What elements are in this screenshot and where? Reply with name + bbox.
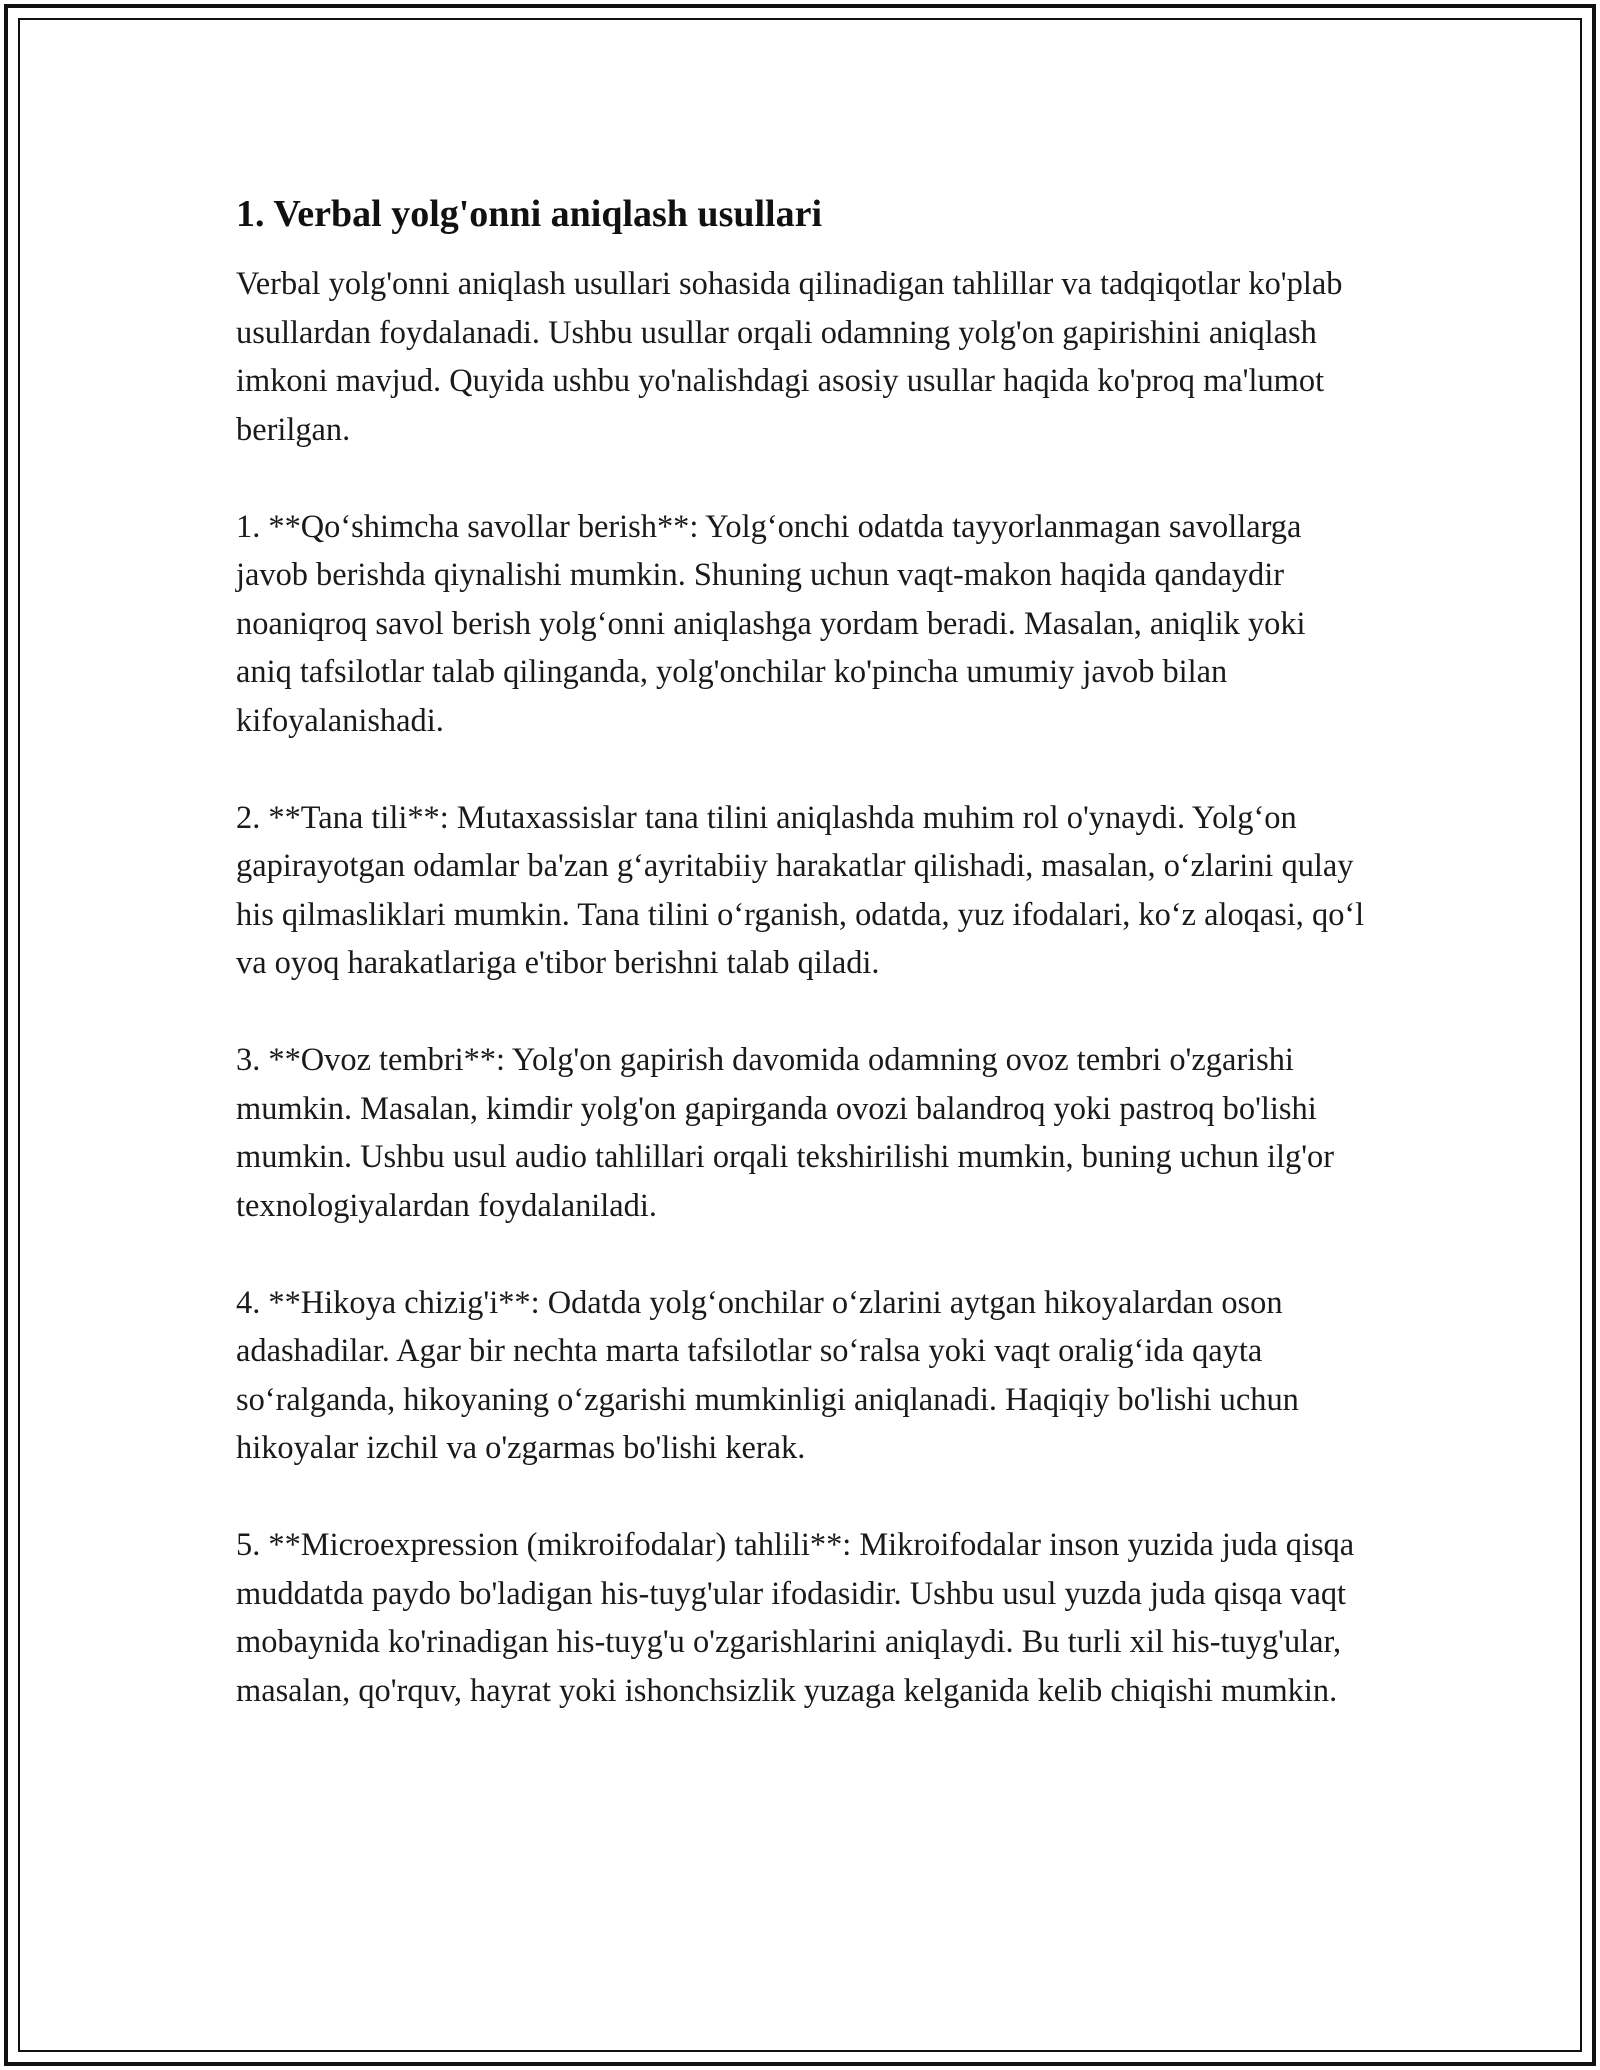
document-body: [236, 188, 1366, 1715]
method-paragraph-5: 5. **Microexpression (mikroifodalar) tahlili**: Mikroifodalar inson yuzida juda qisqa muddatda paydo bo'ladigan his-tuyg'ular ifodasidir. Ushbu usul yuzda juda qisqa vaqt mobaynida ko'rinadigan his-tuyg'u o'zgarishlarini aniqlaydi. Bu turli xil his-tuyg'ular, masalan, qo'rquv, hayrat yoki ishonchsizlik yuzaga kelganida kelib chiqishi mumkin.: [236, 1527, 1355, 1709]
method-paragraph-1: 1. **Qo‘shimcha savollar berish**: Yolg‘onchi odatda tayyorlanmagan savollarga javob berishda qiynalishi mumkin. Shuning uchun vaqt-makon haqida qandaydir noaniqroq savol berish yolg‘onni aniqlashga yordam beradi. Masalan, aniqlik yoki aniq tafsilotlar talab qilinganda, yolg'onchilar ko'pincha umumiy javob bilan kifoyalanishadi.: [236, 508, 1306, 739]
method-paragraph-3: 3. **Ovoz tembri**: Yolg'on gapirish davomida odamning ovoz tembri o'zgarishi mumkin. Masalan, kimdir yolg'on gapirganda ovozi balandroq yoki pastroq bo'lishi mumkin. Ushbu usul audio tahlillari orqali tekshirilishi mumkin, buning uchun ilg'or texnologiyalardan foydalaniladi.: [236, 1042, 1335, 1224]
section-heading: 1. Verbal yolg'onni aniqlash usullari: [236, 193, 823, 235]
method-paragraph-2: 2. **Tana tili**: Mutaxassislar tana tilini aniqlashda muhim rol o'ynaydi. Yolg‘on gapirayotgan odamlar ba'zan g‘ayritabiiy harakatlar qilishadi, masalan, o‘zlarini qulay his qilmasliklari mumkin. Tana tilini o‘rganish, odatda, yuz ifodalari, ko‘z aloqasi, qo‘l va oyoq harakatlariga e'tibor berishni talab qiladi.: [236, 799, 1365, 981]
method-paragraph-4: 4. **Hikoya chizig'i**: Odatda yolg‘onchilar o‘zlarini aytgan hikoyalardan oson adashadilar. Agar bir nechta marta tafsilotlar so‘ralsa yoki vaqt oralig‘ida qayta so‘ralganda, hikoyaning o‘zgarishi mumkinligi aniqlanadi. Haqiqiy bo'lishi uchun hikoyalar izchil va o'zgarmas bo'lishi kerak.: [236, 1284, 1299, 1466]
intro-paragraph: Verbal yolg'onni aniqlash usullari sohasida qilinadigan tahlillar va tadqiqotlar ko'plab usullardan foydalanadi. Ushbu usullar orqali odamning yolg'on gapirishini aniqlash imkoni mavjud. Quyida ushbu yo'nalishdagi asosiy usullar haqida ko'proq ma'lumot berilgan.: [236, 266, 1343, 448]
